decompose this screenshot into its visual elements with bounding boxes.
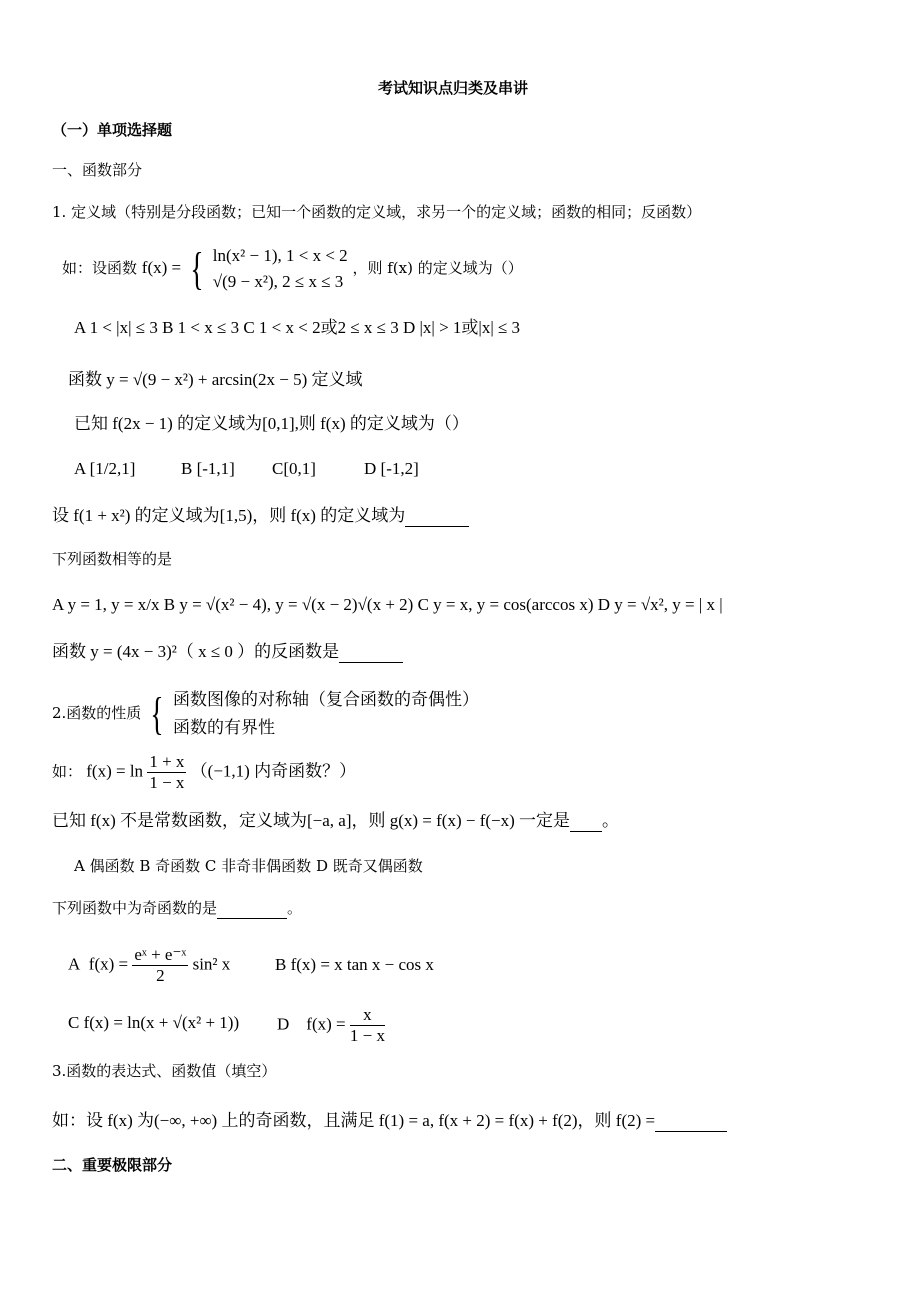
document-page: 考试知识点归类及串讲 （一）单项选择题 一、函数部分 1. 定义域（特别是分段函数；已知一个函数的定义域，求另一个的定义域；函数的相同；反函数） 如：设函数 f(x) = { ln(x² − 1), 1 < x < 2 √(9 − x²), 2 ≤ x ≤ 3 ，则 f(x) 的定义域为（） A 1 < |x| ≤ 3 B 1 < x ≤ 3 C 1 < x < 2或2 ≤ x ≤ 3 D |x| > 1或|x| ≤ 3 函数 y = √(9 − x²) + arcsin(2x − 5) 定义域 已知 f(2x − 1) 的定义域为[0,1],则 f(x) 的定义域为（） A [1/2,1] B [-1,1] C[0,1] D [-1,2] 设 f(1 + x²) 的定义域为[1,5)，则 f(x) 的定义域为 下列函数相等的是 A y = 1, y = x/x B y = √(x² − 4), y = √(x − 2)√(x + 2) C y = x, y = cos(arccos x) D y = √x², y = | x | 函数 y = (4x − 3)²（ x ≤ 0 ）的反函数是 2.函数的性质 { 函数图像的对称轴（复合函数的奇偶性） 函数的有界性 如： f(x) = ln $\frac{1 + x}{1 - x}$ （(−1,1) 内奇函数？） 已知 f(x) 不是常数函数，定义域为[−a, a]，则 g(x) = f(x) − f(−x) 一定是 。 A 偶函数 B 奇函数 C 非奇非偶函数 D 既奇又偶函数 下列函数中为奇函数的是 。 A f(x) = $\frac{\text{eˣ + e⁻ˣ}}{2}$ sin² x B f(x) = x tan x − cos x C f(x) = ln(x + √(x² + 1)) D f(x) = $\frac{x}{1 - x}$ 3.函数的表达式、函数值（填空） 如：设 f(x) 为(−∞, +∞) 上的奇函数，且满足 f(1) = a, f(x + 2) = f(x) + f(2)，则 f(2) = 二、重要极限部分 xyxy=(0,0,920,1302)
answer-blank xyxy=(339,642,403,663)
option-d: D f(x) = $\frac{x}{1 - x}$ xyxy=(277,1005,385,1045)
part-heading: 二、重要极限部分 xyxy=(52,1156,173,1174)
option-a: A f(x) = $\frac{\text{eˣ + e⁻ˣ}}{2}$ sin² x xyxy=(68,945,231,985)
answer-blank xyxy=(405,506,469,527)
doc-title: 考试知识点归类及串讲 xyxy=(378,79,529,97)
option-c: C f(x) = ln(x + √(x² + 1)) xyxy=(68,1013,240,1032)
item-heading: 3.函数的表达式、函数值（填空） xyxy=(52,1062,277,1080)
question: 如： f(x) = ln $\frac{1 + x}{1 - x}$ （(−1,1) 内奇函数？） xyxy=(52,752,357,792)
question: 下列函数中为奇函数的是 。 xyxy=(52,899,303,917)
question: 函数 y = (4x − 3)²（ x ≤ 0 ）的反函数是 xyxy=(52,642,403,663)
part-heading: 一、函数部分 xyxy=(52,161,143,179)
question: 如：设 f(x) 为(−∞, +∞) 上的奇函数，且满足 f(1) = a, f(x + 2) = f(x) + f(2)，则 f(2) = xyxy=(52,1111,727,1132)
options: A 1 < |x| ≤ 3 B 1 < x ≤ 3 C 1 < x < 2或2 ≤ x ≤ 3 D |x| > 1或|x| ≤ 3 xyxy=(74,318,521,337)
question: 下列函数相等的是 xyxy=(52,550,173,568)
question: 已知 f(2x − 1) 的定义域为[0,1],则 f(x) 的定义域为（） xyxy=(74,414,469,433)
question: 已知 f(x) 不是常数函数，定义域为[−a, a]，则 g(x) = f(x) − f(−x) 一定是 。 xyxy=(52,811,620,830)
question: 设 f(1 + x²) 的定义域为[1,5)，则 f(x) 的定义域为 xyxy=(52,506,469,527)
brace: { xyxy=(190,243,204,294)
question-piecewise: 如：设函数 f(x) = { ln(x² − 1), 1 < x < 2 √(9 − x²), 2 ≤ x ≤ 3 ，则 f(x) 的定义域为（） xyxy=(62,243,523,294)
options: A 偶函数 B 奇函数 C 非奇非偶函数 D 既奇又偶函数 xyxy=(74,857,423,875)
answer-blank xyxy=(217,898,287,919)
section-heading: （一）单项选择题 xyxy=(52,121,173,139)
options: A y = 1, y = x/x B y = √(x² − 4), y = √(x − 2)√(x + 2) C y = x, y = cos(arccos x) D y = √x², y = | x | xyxy=(52,595,723,614)
question: 函数 y = √(9 − x²) + arcsin(2x − 5) 定义域 xyxy=(68,370,363,389)
brace: { xyxy=(150,688,164,739)
answer-blank xyxy=(570,811,602,832)
option-b: B f(x) = x tan x − cos x xyxy=(275,955,434,974)
answer-blank xyxy=(655,1111,727,1132)
item-heading: 1. 定义域（特别是分段函数；已知一个函数的定义域，求另一个的定义域；函数的相同；反函数） xyxy=(52,203,702,221)
item-heading: 2.函数的性质 { 函数图像的对称轴（复合函数的奇偶性） 函数的有界性 xyxy=(52,688,479,739)
